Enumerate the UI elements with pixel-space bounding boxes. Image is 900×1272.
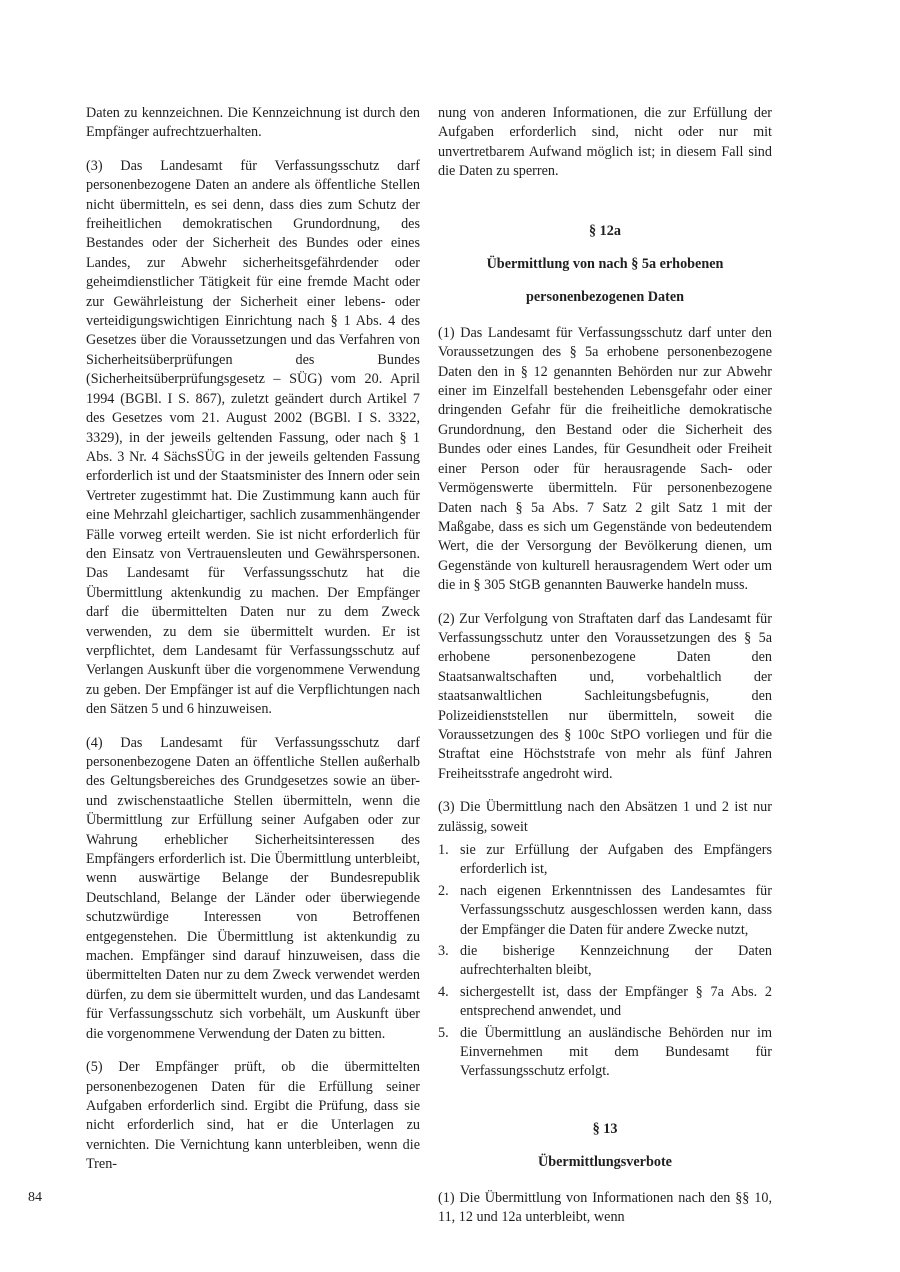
list-item-number: 2. [438,882,449,899]
section-12a-number: § 12a [589,222,621,239]
section-12a-title-line1: Übermittlung von nach § 5a erhobenen [486,256,724,273]
left-column [86,104,420,1189]
list-item [438,882,772,940]
paragraph-5: (5) Der Empfänger prüft, ob die übermittelten personenbezogenen Daten für die Erfüllung seiner Aufgaben erforderlich sind. Ergibt die Prüfung, dass sie nicht erforderlich sind, hat er die Unterlagen zu vernichten. Die Vernichtung kann unterbleiben, wenn die Tren- [86,1059,420,1173]
section-12a-title-line2: personenbezogenen Daten [525,289,685,306]
section-13-heading [438,1120,772,1173]
section-13-number: § 13 [592,1120,618,1137]
list-item-text: nach eigenen Erkenntnissen des Landesamtes für Verfassungsschutz ausgeschlossen werden kann, dass der Empfänger die Daten für andere Zwecke nutzt, [460,882,772,938]
section-12a-paragraph-2: (2) Zur Verfolgung von Straftaten darf das Landesamt für Verfassungsschutz unter den Voraussetzungen des § 5a erhobene personenbezogene Daten den Staatsanwaltschaften und, vorbehaltlich der staatsanwaltlichen Sachleitungsbefugnis, den Polizeidienststellen nur übermitteln, soweit die Voraussetzungen des § 100c StPO vorliegen und für die Straftat eine Höchststrafe von mehr als fünf Jahren Freiheitsstrafe angedroht wird. [438,610,772,782]
right-column [438,104,772,1242]
list-item-text: sichergestellt ist, dass der Empfänger § 7a Abs. 2 entsprechend anwendet, und [460,983,772,1020]
list-item-text: die bisherige Kennzeichnung der Daten aufrechterhalten bleibt, [460,943,772,979]
page-number: 84 [28,1190,42,1205]
paragraph-4: (4) Das Landesamt für Verfassungsschutz darf personenbezogene Daten an öffentliche Stellen außerhalb des Geltungsbereiches des Grundgesetzes sowie an über- und zwischenstaatliche Stellen übermitteln, wenn die Übermittlung zur Erfüllung seiner Aufgaben oder zur Wahrung erheblicher Sicherheitsinteressen des Empfängers erforderlich ist. Die Übermittlung unterbleibt, wenn auswärtige Belange der Bundesrepublik Deutschland, Belange der Länder oder überwiegende schutzwürdige Interessen von Betroffenen entgegenstehen. Die Übermittlung ist aktenkundig zu machen. Empfänger sind darauf hinzuweisen, dass die übermittelten Daten nur zu dem Zweck verwendet werden dürfen, zu dem sie übermittelt wurden, und das Landesamt für Verfassungsschutz sich vorbehält, um Auskunft über die vorgenommene Verwendung der Daten zu bitten. [86,734,420,1042]
paragraph-3: (3) Das Landesamt für Verfassungsschutz darf personenbezogene Daten an andere als öffentliche Stellen nicht übermitteln, es sei denn, dass dies zum Schutz der freiheitlichen demokratischen Grundordnung, des Bestandes oder der Sicherheit des Bundes oder eines Landes, zur Abwehr sicherheitsgefährdender oder geheimdienstlicher Tätigkeit für eine fremde Macht oder zur Gewährleistung der Sicherheit einer lebens- oder verteidigungswichtigen Einrichtung nach § 1 Abs. 4 des Gesetzes über die Voraussetzungen und das Verfahren von Sicherheitsüberprüfungen des Bundes (Sicherheitsüberprüfungsgesetz – SÜG) vom 20. April 1994 (BGBl. I S. 867), zuletzt geändert durch Artikel 7 des Gesetzes vom 21. August 2002 (BGBl. I S. 3322, 3329), in der jeweils geltenden Fassung, oder nach § 1 Abs. 3 Nr. 4 SächsSÜG in der jeweils geltenden Fassung erforderlich ist und der Staatsminister des Innern oder sein Vertreter zugestimmt hat. Die Zustimmung kann auch für eine Mehrzahl gleichartiger, sachlich zusammenhängender Fälle vorweg erteilt werden. Sie ist nicht erforderlich für den Einsatz von Vertrauensleuten und Gewährspersonen. Das Landesamt für Verfassungsschutz hat die Übermittlung aktenkundig zu machen. Der Empfänger darf die übermittelten Daten nur zu dem Zweck verwenden, zu dem sie übermittelt wurden. Er ist verpflichtet, dem Landesamt für Verfassungsschutz auf Verlangen Auskunft über die vorgenommene Verwendung zu geben. Der Empfänger ist auf die Verpflichtungen nach den Sätzen 5 und 6 hinzuweisen. [86,157,420,718]
list-item [438,841,772,880]
list-item [438,1024,772,1082]
paragraph-continuation-left: Daten zu kennzeichnen. Die Kennzeichnung ist durch den Empfänger aufrechtzuerhalten. [86,105,420,141]
list-item [438,983,772,1022]
list-item-text: die Übermittlung an ausländische Behörden nur im Einvernehmen mit dem Bundesamt für Verfassungsschutz erfolgt. [460,1024,772,1080]
list-item [438,942,772,981]
list-item-text: sie zur Erfüllung der Aufgaben des Empfängers erforderlich ist, [460,842,772,878]
section-12a-paragraph-3-intro: (3) Die Übermittlung nach den Absätzen 1 und 2 ist nur zulässig, soweit [438,799,772,835]
section-13-title: Übermittlungsverbote [538,1154,672,1171]
section-13-paragraph-1: (1) Die Übermittlung von Informationen nach den §§ 10, 11, 12 und 12a unterbleibt, wenn [438,1189,772,1226]
section-12a-heading [438,222,772,308]
section-12a-paragraph-1: (1) Das Landesamt für Verfassungsschutz darf unter den Voraussetzungen des § 5a erhobene personenbezogene Daten den in § 12 genannten Behörden nur zur Abwehr einer im Einzelfall bestehenden Lebensgefahr oder einer dringenden Gefahr für die freiheitliche demokratische Grundordnung, den Bestand oder die Sicherheit des Bundes oder eines Landes, für Gesundheit oder Freiheit einer Person oder für herausragende Sach- oder Vermögenswerte übermitteln. Für personenbezogene Daten nach § 5a Abs. 7 Satz 2 gilt Satz 1 mit der Maßgabe, dass es sich um Gegenstände von bedeutendem Wert, die der Versorgung der Bevölkerung dienen, um Gegenstände von kulturell herausragendem Wert oder um die in § 305 StGB genannten Bauwerke handeln muss. [438,324,772,594]
list-item-number: 5. [438,1024,449,1041]
list-item-number: 1. [438,842,449,858]
list-item-number: 4. [438,983,449,1000]
section-12a-conditions-list [438,841,772,1082]
paragraph-continuation-right: nung von anderen Informationen, die zur Erfüllung der Aufgaben erforderlich sind, nicht oder nur mit unvertretbarem Aufwand möglich ist; in diesem Fall sind die Daten zu sperren. [438,105,772,180]
list-item-number: 3. [438,943,449,960]
